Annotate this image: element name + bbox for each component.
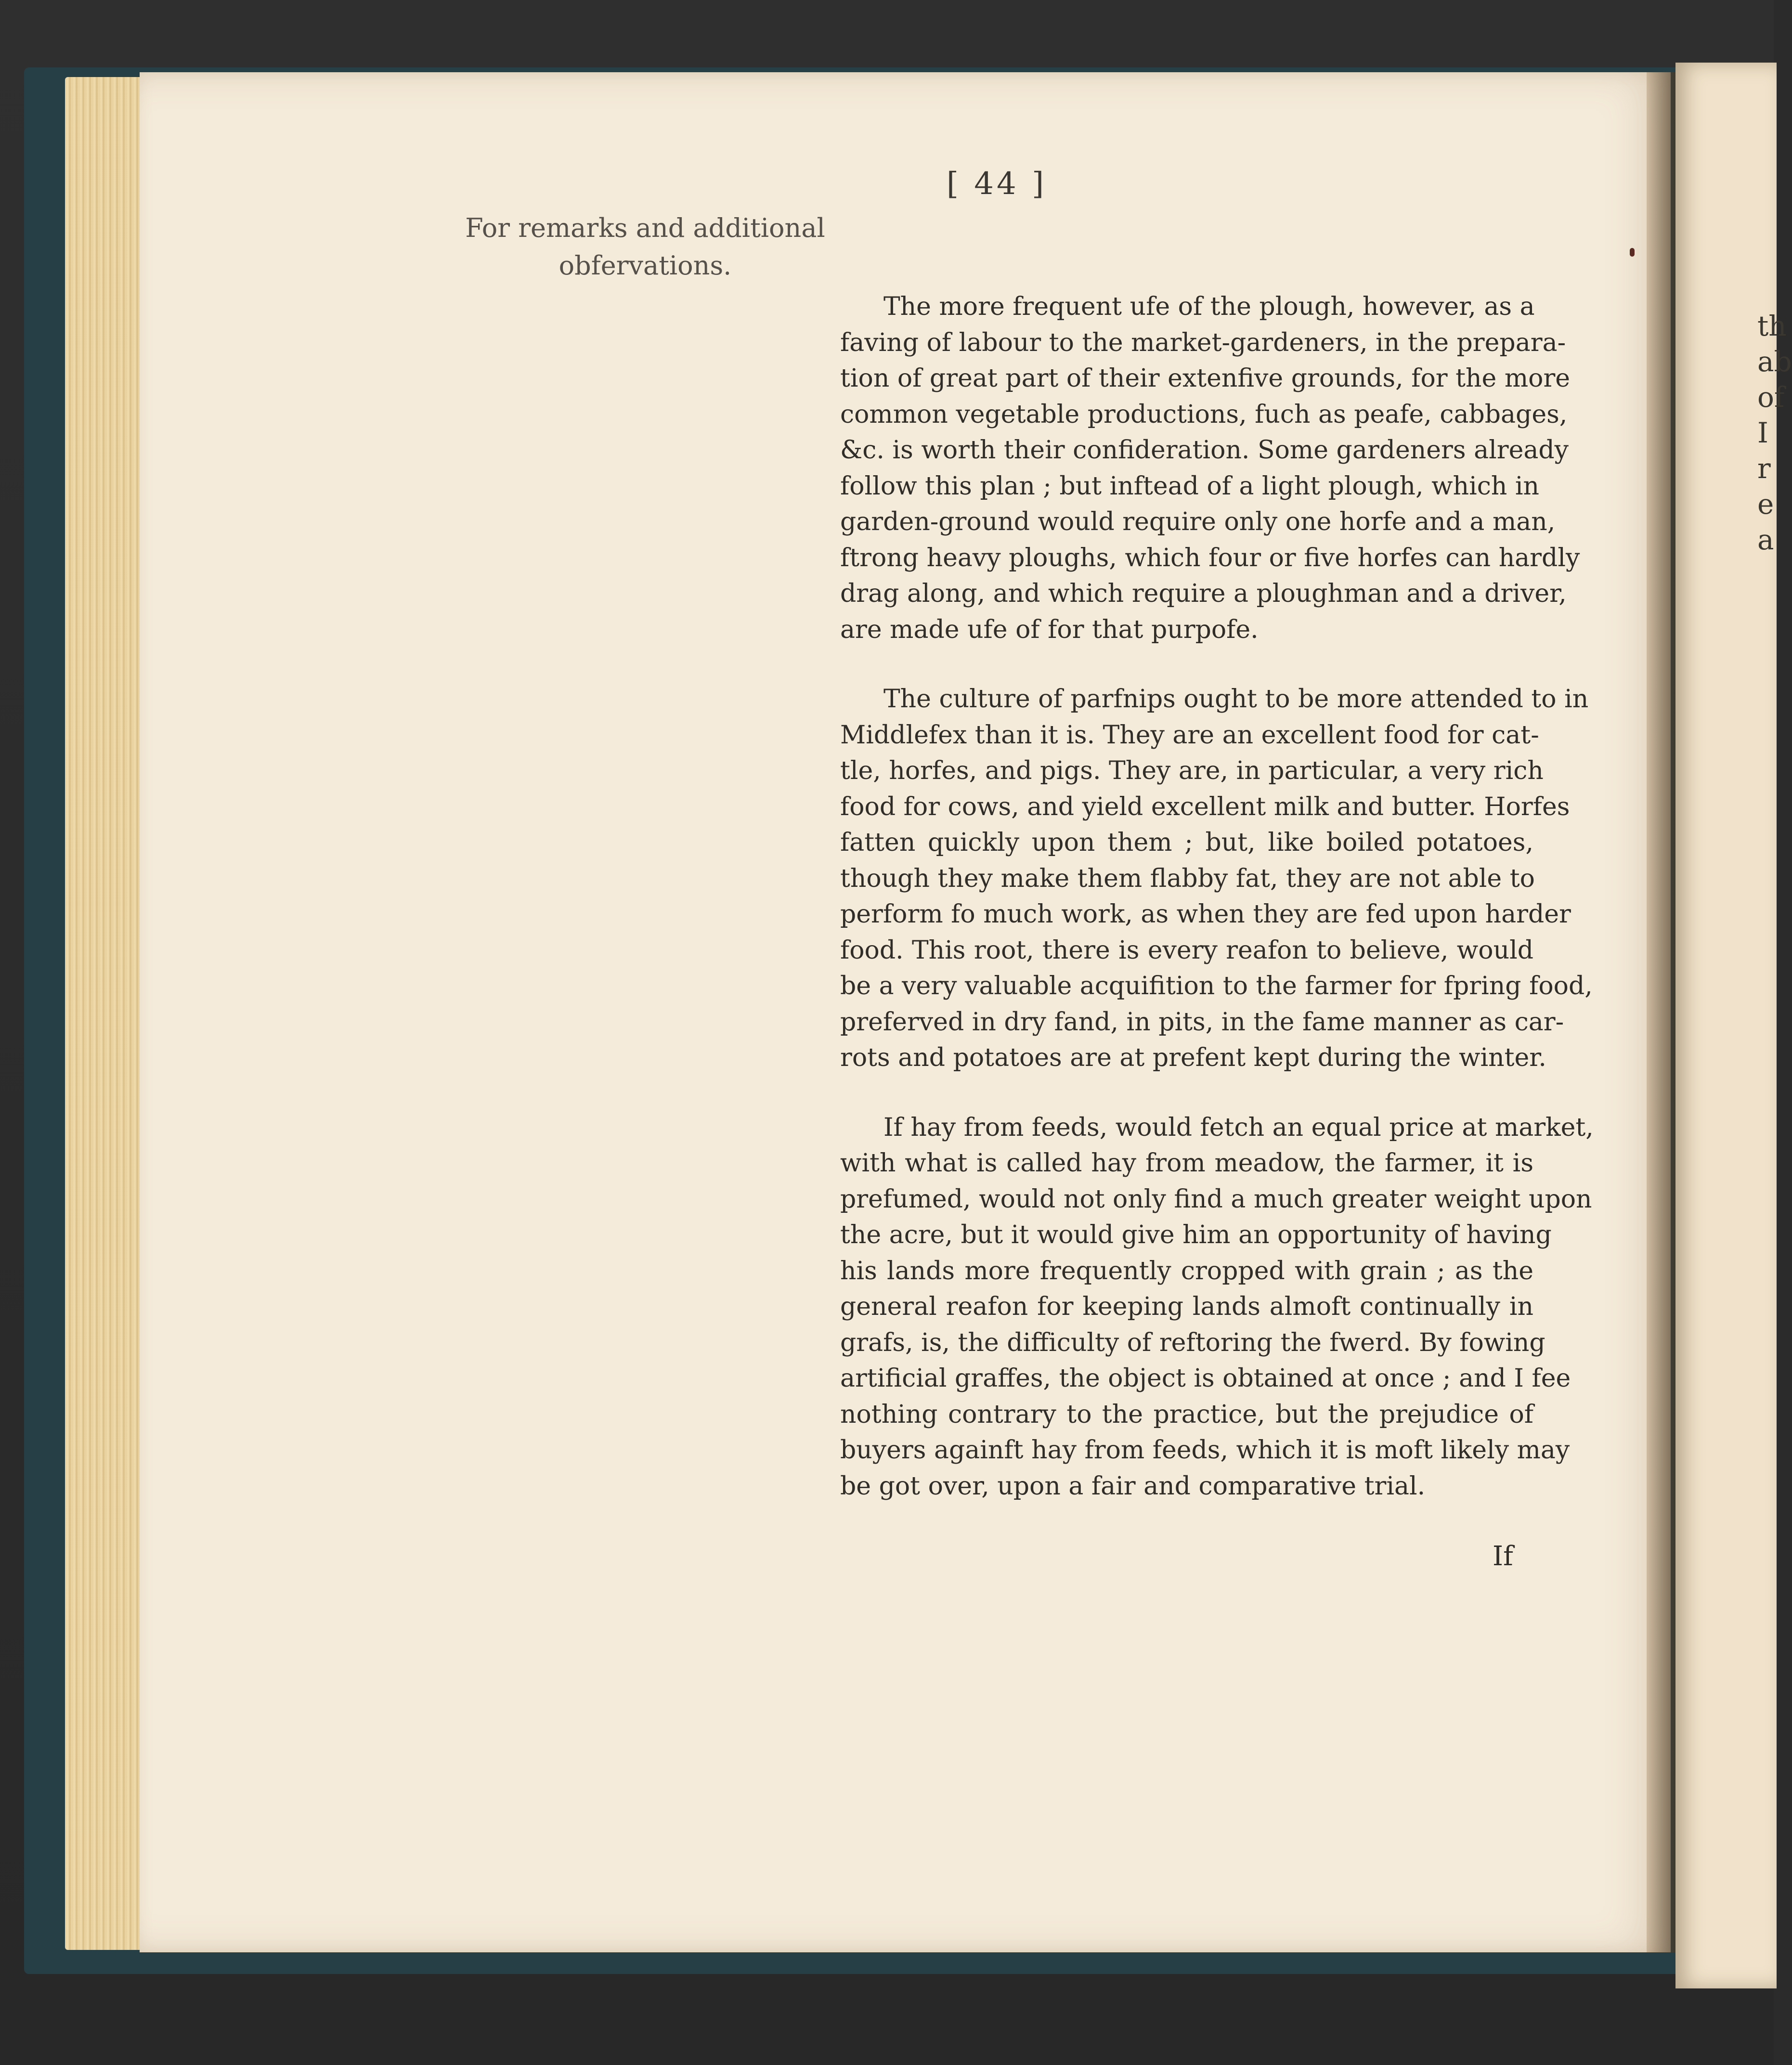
ink-speck	[1630, 248, 1635, 257]
text-line: be got over, upon a fair and comparative trial.	[840, 1471, 1426, 1501]
text-line: faving of labour to the market-gardeners, in the prepara-	[840, 328, 1566, 357]
text-line: are made ufe of for that purpofe.	[840, 615, 1259, 644]
text-line: with what is called hay from meadow, the farmer, it is	[840, 1149, 1533, 1178]
text-line: his lands more frequently cropped with grain ; as the	[840, 1256, 1533, 1286]
text-line: artificial graffes, the object is obtained at once ; and I fee	[840, 1364, 1571, 1393]
facing-page-fragment: r	[1757, 452, 1771, 485]
text-line: If hay from feeds, would fetch an equal price at market,	[883, 1113, 1594, 1142]
text-line: The culture of parfnips ought to be more attended to in	[883, 685, 1589, 714]
text-line: tion of great part of their extenfive grounds, for the more	[840, 364, 1571, 393]
text-line: drag along, and which require a ploughman and a driver,	[840, 579, 1567, 608]
facing-page-fragment: I	[1757, 416, 1768, 449]
facing-page-fragment: ab	[1757, 345, 1792, 378]
page-edges	[65, 77, 142, 1950]
text-line: though they make them flabby fat, they are not able to	[840, 864, 1535, 893]
body-text	[840, 289, 1594, 1538]
text-line: prefumed, would not only find a much greater weight upon	[840, 1184, 1592, 1214]
facing-page-fragment: e	[1757, 488, 1774, 520]
text-line: rots and potatoes are at prefent kept during the winter.	[840, 1043, 1546, 1072]
facing-page-fragment: th	[1757, 310, 1787, 342]
text-line: The more frequent ufe of the plough, however, as a	[883, 292, 1535, 321]
text-line: perform fo much work, as when they are fed upon harder	[840, 900, 1571, 929]
paragraph	[840, 681, 1593, 1076]
text-line: food. This root, there is every reafon to believe, would	[840, 935, 1533, 965]
text-line: grafs, is, the difficulty of reftoring the fwerd. By fowing	[840, 1328, 1545, 1357]
margin-note	[462, 209, 828, 285]
margin-note-line: obfervations.	[558, 250, 732, 281]
facing-page-text	[1757, 308, 1792, 558]
text-line: common vegetable productions, fuch as peafe, cabbages,	[840, 400, 1568, 429]
text-line: follow this plan ; but inftead of a light plough, which in	[840, 471, 1539, 501]
text-line: garden-ground would require only one horfe and a man,	[840, 507, 1556, 536]
text-line: be a very valuable acquifition to the farmer for fpring food,	[840, 972, 1593, 1000]
text-line: preferved in dry fand, in pits, in the fame manner as car-	[840, 1007, 1564, 1037]
text-line: &c. is worth their confideration. Some gardeners already	[840, 436, 1569, 465]
text-line: the acre, but it would give him an opportunity of having	[840, 1221, 1552, 1249]
margin-note-line: For remarks and additional	[465, 213, 825, 243]
text-line: fatten quickly upon them ; but, like boiled potatoes,	[840, 828, 1533, 857]
facing-page-fragment: of	[1757, 381, 1785, 414]
facing-page-fragment: a	[1757, 523, 1774, 556]
text-line: ftrong heavy ploughs, which four or five horfes can hardly	[840, 543, 1580, 572]
text-line: nothing contrary to the practice, but the prejudice of	[840, 1400, 1533, 1429]
text-line: tle, horfes, and pigs. They are, in particular, a very rich	[840, 756, 1544, 785]
text-line: general reafon for keeping lands almoft continually in	[840, 1292, 1533, 1321]
paragraph	[840, 1110, 1594, 1505]
text-line: Middlefex than it is. They are an excellent food for cat-	[840, 720, 1539, 750]
catchword: If	[1493, 1541, 1513, 1572]
text-line: buyers againft hay from feeds, which it is moft likely may	[840, 1436, 1570, 1465]
paragraph	[840, 289, 1580, 648]
text-line: food for cows, and yield excellent milk and butter. Horfes	[840, 792, 1570, 821]
page-number: [ 44 ]	[946, 166, 1047, 202]
